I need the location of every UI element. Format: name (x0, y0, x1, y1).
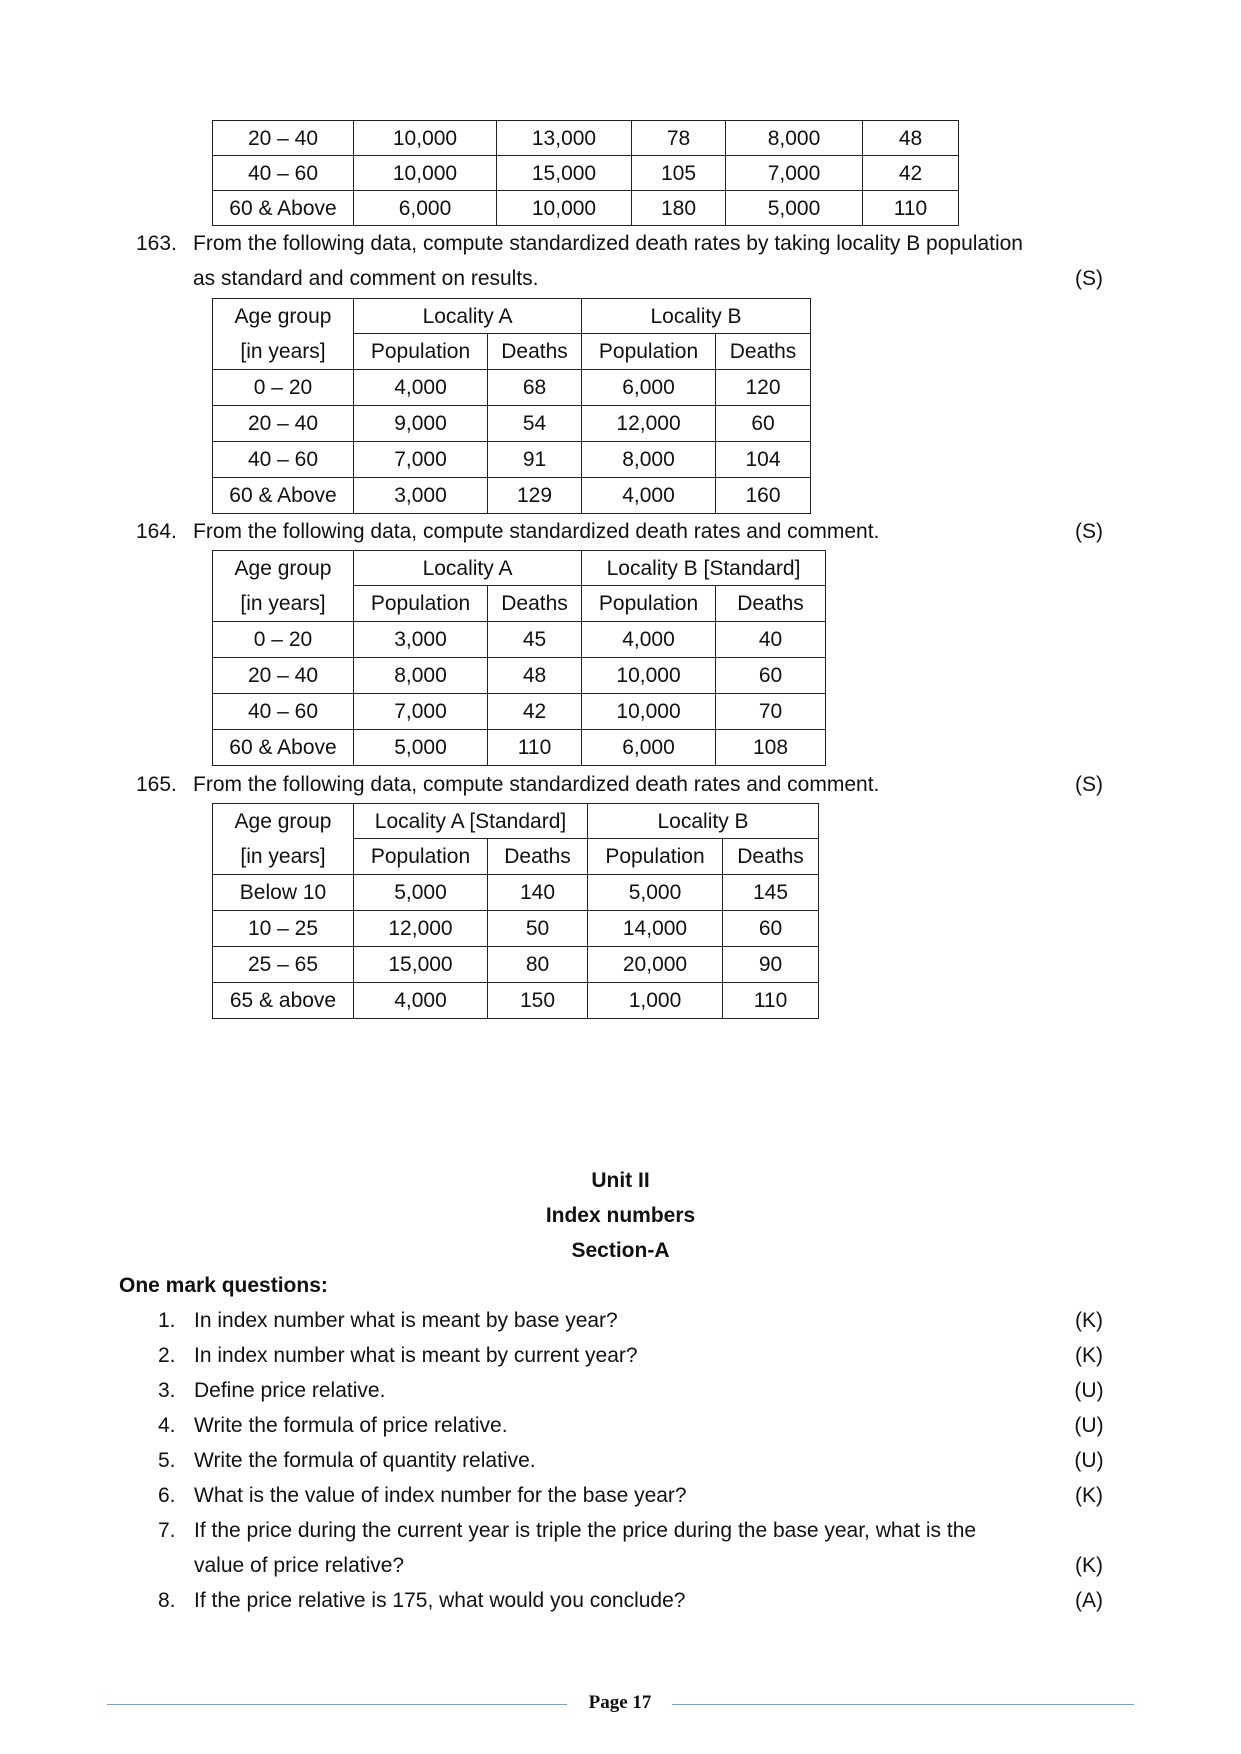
item-text: If the price relative is 175, what would you conclude? (194, 1589, 686, 1612)
table-row (213, 370, 811, 406)
item-code: (U) (1074, 1449, 1104, 1472)
item-number: 1. (158, 1309, 176, 1332)
cell: 54 (488, 406, 582, 442)
locality-a-header: Locality A (354, 299, 582, 334)
age-group-header: Age group (213, 551, 354, 586)
cell: 40 – 60 (213, 442, 354, 478)
cell: 150 (488, 983, 588, 1019)
q165-text: From the following data, compute standardized death rates and comment. (193, 773, 880, 796)
cell: 5,000 (354, 875, 488, 911)
item-text: Define price relative. (194, 1379, 386, 1402)
q164-number: 164. (136, 520, 177, 543)
item-text: In index number what is meant by base year? (194, 1309, 618, 1332)
q163-code: (S) (1075, 267, 1103, 290)
q163-number: 163. (136, 232, 177, 255)
locality-a-header: Locality A [Standard] (354, 804, 588, 839)
footer-rule-left (107, 1704, 567, 1705)
page-number: Page 17 (588, 1692, 652, 1713)
cell: 42 (488, 694, 582, 730)
q163-table (212, 298, 811, 514)
cell: 110 (863, 191, 959, 226)
deaths-header: Deaths (716, 334, 811, 370)
cell: 25 – 65 (213, 947, 354, 983)
cell: 48 (488, 658, 582, 694)
cell: 60 & Above (213, 730, 354, 766)
item-text: Write the formula of price relative. (194, 1414, 508, 1437)
cell: 80 (488, 947, 588, 983)
item-code: (K) (1075, 1309, 1103, 1332)
table-row (213, 658, 826, 694)
cell: 90 (723, 947, 819, 983)
table-row (213, 875, 819, 911)
q165-code: (S) (1075, 773, 1103, 796)
unit-subtitle: Index numbers (545, 1204, 696, 1227)
table-header-row (213, 804, 819, 839)
cell: 105 (632, 156, 726, 191)
item-code: (U) (1074, 1414, 1104, 1437)
q165-table (212, 803, 819, 1019)
item-number: 2. (158, 1344, 176, 1367)
table-row (213, 442, 811, 478)
locality-a-header: Locality A (354, 551, 582, 586)
item-number: 8. (158, 1589, 176, 1612)
cell: 10,000 (582, 694, 716, 730)
locality-b-header: Locality B (582, 299, 811, 334)
cell: 45 (488, 622, 582, 658)
cell: 60 (716, 658, 826, 694)
cell: 68 (488, 370, 582, 406)
in-years-header: [in years] (213, 586, 354, 622)
deaths-header: Deaths (488, 839, 588, 875)
continued-table (212, 120, 959, 226)
in-years-header: [in years] (213, 839, 354, 875)
cell: 14,000 (588, 911, 723, 947)
population-header: Population (582, 334, 716, 370)
cell: 180 (632, 191, 726, 226)
age-group-header: Age group (213, 804, 354, 839)
cell: 8,000 (354, 658, 488, 694)
item-number: 6. (158, 1484, 176, 1507)
item-number: 7. (158, 1519, 176, 1542)
cell: 4,000 (354, 983, 488, 1019)
table-header-row (213, 299, 811, 334)
cell: 48 (863, 121, 959, 156)
table-row (213, 911, 819, 947)
cell: 5,000 (726, 191, 863, 226)
cell: 20 – 40 (213, 406, 354, 442)
population-header: Population (354, 334, 488, 370)
cell: 12,000 (354, 911, 488, 947)
cell: 10,000 (354, 121, 497, 156)
cell: 0 – 20 (213, 370, 354, 406)
cell: 20 – 40 (213, 658, 354, 694)
cell: 7,000 (354, 694, 488, 730)
table-row (213, 947, 819, 983)
cell: 13,000 (497, 121, 632, 156)
item-text: Write the formula of quantity relative. (194, 1449, 536, 1472)
item-number: 4. (158, 1414, 176, 1437)
table-header-row (213, 586, 826, 622)
cell: 20 – 40 (213, 121, 354, 156)
table-row (213, 121, 959, 156)
item-text-continued: value of price relative? (194, 1554, 405, 1577)
q164-text: From the following data, compute standardized death rates and comment. (193, 520, 880, 543)
q163-text-line1: From the following data, compute standardized death rates by taking locality B population (193, 232, 1023, 255)
table-row (213, 983, 819, 1019)
locality-b-header: Locality B [Standard] (582, 551, 826, 586)
table-row (213, 406, 811, 442)
q164-code: (S) (1075, 520, 1103, 543)
table-row (213, 478, 811, 514)
table-row (213, 156, 959, 191)
cell: 60 & Above (213, 191, 354, 226)
cell: 50 (488, 911, 588, 947)
cell: 0 – 20 (213, 622, 354, 658)
population-header: Population (354, 586, 488, 622)
cell: 120 (716, 370, 811, 406)
item-code: (U) (1074, 1379, 1104, 1402)
cell: 4,000 (582, 478, 716, 514)
item-code: (K) (1075, 1554, 1103, 1577)
cell: 110 (488, 730, 582, 766)
cell: 40 (716, 622, 826, 658)
cell: 60 (723, 911, 819, 947)
item-text: If the price during the current year is triple the price during the base year, what is the (194, 1519, 977, 1542)
cell: 108 (716, 730, 826, 766)
cell: 10,000 (582, 658, 716, 694)
cell: 104 (716, 442, 811, 478)
cell: Below 10 (213, 875, 354, 911)
table-header-row (213, 334, 811, 370)
q163-text-line2: as standard and comment on results. (193, 267, 539, 290)
cell: 3,000 (354, 622, 488, 658)
cell: 6,000 (582, 730, 716, 766)
cell: 8,000 (582, 442, 716, 478)
cell: 15,000 (354, 947, 488, 983)
cell: 145 (723, 875, 819, 911)
cell: 10,000 (497, 191, 632, 226)
deaths-header: Deaths (723, 839, 819, 875)
cell: 160 (716, 478, 811, 514)
cell: 70 (716, 694, 826, 730)
age-group-header: Age group (213, 299, 354, 334)
locality-b-header: Locality B (588, 804, 819, 839)
cell: 78 (632, 121, 726, 156)
cell: 3,000 (354, 478, 488, 514)
q164-table (212, 550, 826, 766)
cell: 4,000 (354, 370, 488, 406)
table-row (213, 622, 826, 658)
cell: 140 (488, 875, 588, 911)
item-code: (K) (1075, 1344, 1103, 1367)
cell: 10,000 (354, 156, 497, 191)
cell: 60 (716, 406, 811, 442)
cell: 60 & Above (213, 478, 354, 514)
footer-rule-right (672, 1704, 1134, 1705)
cell: 129 (488, 478, 582, 514)
table-row (213, 730, 826, 766)
cell: 91 (488, 442, 582, 478)
in-years-header: [in years] (213, 334, 354, 370)
table-row (213, 191, 959, 226)
cell: 1,000 (588, 983, 723, 1019)
cell: 5,000 (354, 730, 488, 766)
cell: 40 – 60 (213, 156, 354, 191)
item-number: 3. (158, 1379, 176, 1402)
cell: 42 (863, 156, 959, 191)
deaths-header: Deaths (488, 586, 582, 622)
cell: 15,000 (497, 156, 632, 191)
q165-number: 165. (136, 773, 177, 796)
table-header-row (213, 839, 819, 875)
cell: 9,000 (354, 406, 488, 442)
item-number: 5. (158, 1449, 176, 1472)
cell: 12,000 (582, 406, 716, 442)
cell: 65 & above (213, 983, 354, 1019)
cell: 20,000 (588, 947, 723, 983)
cell: 5,000 (588, 875, 723, 911)
cell: 10 – 25 (213, 911, 354, 947)
item-code: (K) (1075, 1484, 1103, 1507)
deaths-header: Deaths (488, 334, 582, 370)
cell: 6,000 (354, 191, 497, 226)
population-header: Population (588, 839, 723, 875)
cell: 4,000 (582, 622, 716, 658)
cell: 40 – 60 (213, 694, 354, 730)
cell: 110 (723, 983, 819, 1019)
deaths-header: Deaths (716, 586, 826, 622)
item-text: What is the value of index number for the base year? (194, 1484, 687, 1507)
cell: 7,000 (354, 442, 488, 478)
table-row (213, 694, 826, 730)
cell: 6,000 (582, 370, 716, 406)
one-mark-heading: One mark questions: (119, 1274, 328, 1297)
cell: 8,000 (726, 121, 863, 156)
section-title: Section-A (571, 1239, 670, 1262)
population-header: Population (354, 839, 488, 875)
unit-title: Unit II (591, 1169, 650, 1192)
population-header: Population (582, 586, 716, 622)
cell: 7,000 (726, 156, 863, 191)
item-text: In index number what is meant by current year? (194, 1344, 638, 1367)
table-header-row (213, 551, 826, 586)
item-code: (A) (1075, 1589, 1103, 1612)
